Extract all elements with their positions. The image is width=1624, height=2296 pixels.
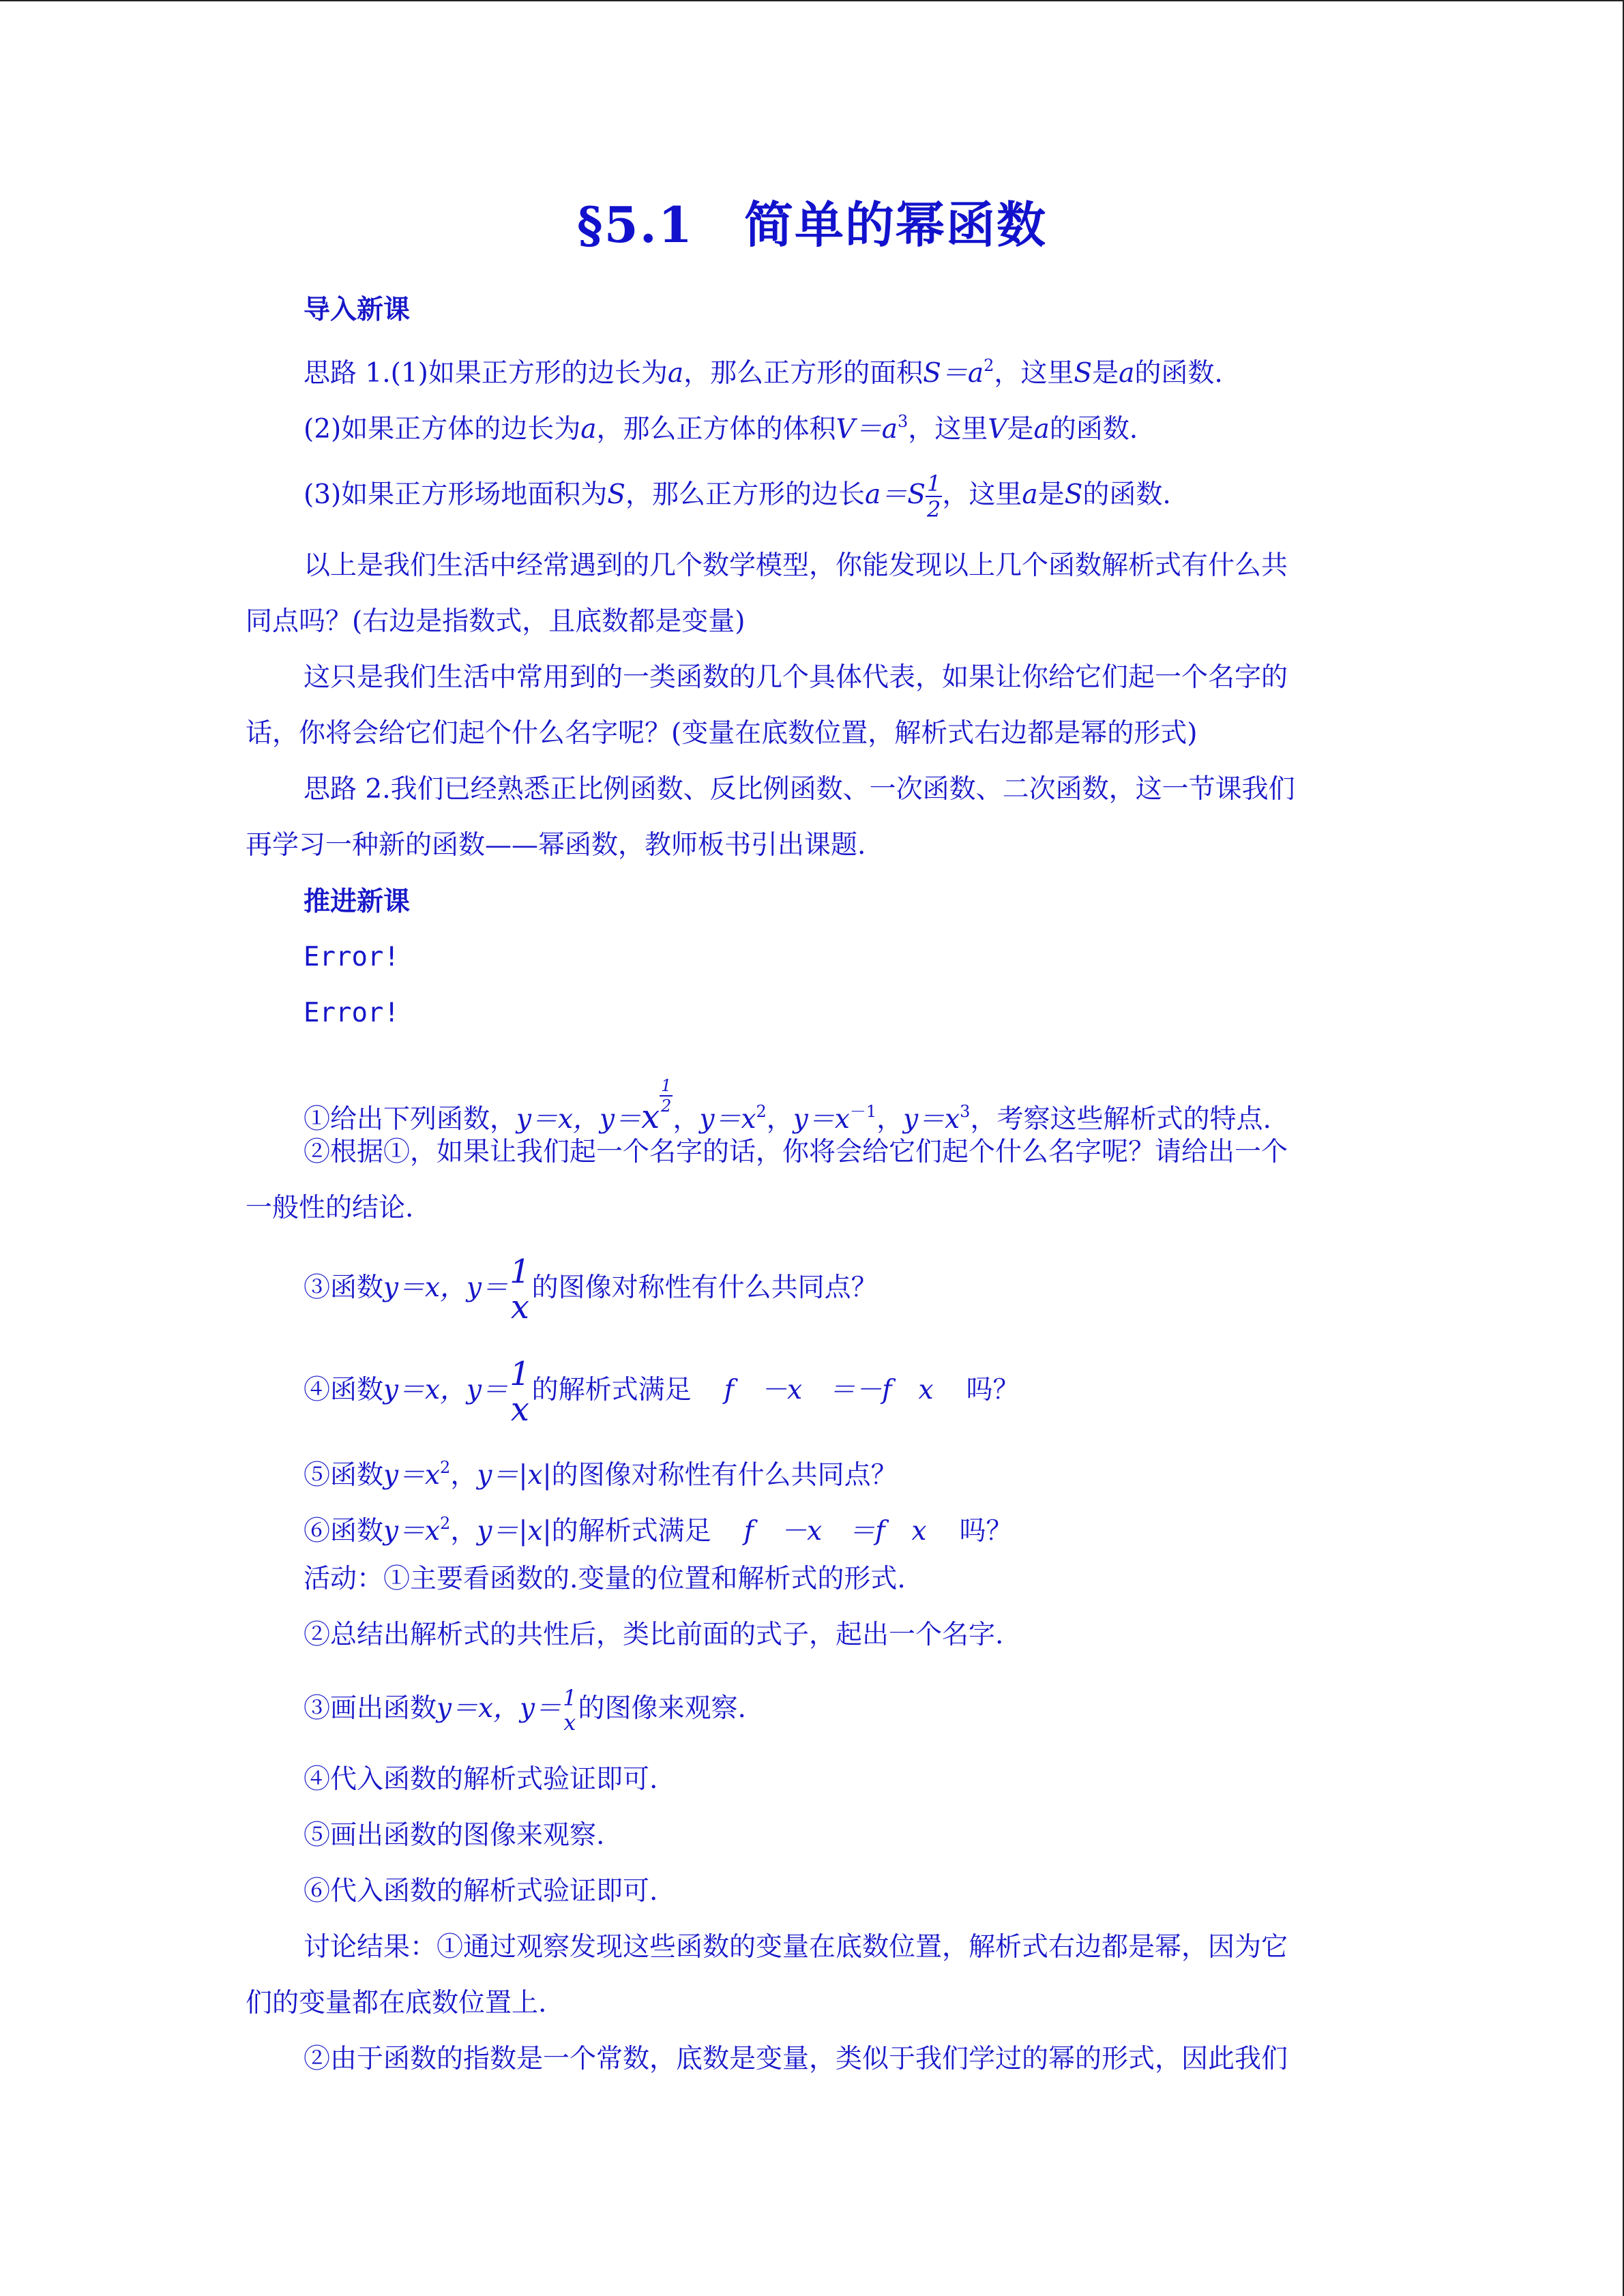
paragraph-3-line2: 再学习一种新的函数——幂函数，教师板书引出课题. — [246, 830, 866, 861]
error-text-2: Error! — [304, 998, 400, 1028]
discussion-1-line1: 讨论结果：①通过观察发现这些函数的变量在底数位置，解析式右边都是幂，因为它 — [304, 1932, 1288, 1963]
question-3: ③函数y＝x，y＝ 1 x 的图像对称性有什么共同点？ — [304, 1253, 878, 1326]
question-2-line1: ②根据①，如果让我们起一个名字的话，你将会给它们起个什么名字呢？请给出一个 — [304, 1137, 1288, 1167]
question-4: ④函数y＝x，y＝ 1 x 的解析式满足 f －x ＝－f x 吗？ — [304, 1355, 1020, 1429]
question-6: ⑥函数$y=x^2$，y＝|x|的解析式满足 f －x ＝f x 吗？ — [304, 1514, 1013, 1547]
question-1: ①给出下列函数，y＝x，y＝x $\frac{1}{2}$ ，$y=x^2$，$y=x^{-1}$，$y=x^3$，考察这些解析式的特点. — [304, 1076, 1271, 1136]
idea1-line3: (3)如果正方形场地面积为S，那么正方形的边长a＝S $\frac{1}{2}$ ，这里a是S的函数. — [304, 471, 1171, 522]
exponent-one-half: $\frac{1}{2}$ — [661, 1076, 672, 1116]
activity-5: ⑤画出函数的图像来观察. — [304, 1820, 605, 1851]
fraction-one-over-x: 1 x — [510, 1253, 531, 1326]
discussion-1-line2: 们的变量都在底数位置上. — [246, 1988, 547, 2018]
activity-4: ④代入函数的解析式验证即可. — [304, 1764, 658, 1795]
exponent-one-half: $\frac{1}{2}$ — [926, 471, 941, 522]
fraction-one-over-x: 1 x — [563, 1685, 577, 1735]
section-heading-intro: 导入新课 — [304, 294, 411, 325]
fraction-one-over-x: 1 x — [510, 1355, 531, 1429]
activity-2: ②总结出解析式的共性后，类比前面的式子，起出一个名字. — [304, 1620, 1004, 1650]
question-5: ⑤函数$y=x^2$，y＝|x|的图像对称性有什么共同点？ — [304, 1458, 898, 1491]
activity-6: ⑥代入函数的解析式验证即可. — [304, 1876, 658, 1907]
error-text-1: Error! — [304, 942, 400, 972]
paragraph-3-line1: 思路 2.我们已经熟悉正比例函数、反比例函数、一次函数、二次函数，这一节课我们 — [304, 774, 1295, 805]
paragraph-2-line2: 话，你将会给它们起个什么名字呢？(变量在底数位置，解析式右边都是幂的形式) — [246, 718, 1198, 749]
paragraph-2-line1: 这只是我们生活中常用到的一类函数的几个具体代表，如果让你给它们起一个名字的 — [304, 662, 1288, 693]
section-heading-advance: 推进新课 — [304, 886, 411, 917]
paragraph-1-line2: 同点吗？(右边是指数式，且底数都是变量) — [246, 606, 745, 637]
idea1-line1: 思路 1.(1)如果正方形的边长为a，那么正方形的面积$S=a^2$，这里S是a的函数. — [304, 356, 1223, 389]
page-title: §5.1 简单的幂函数 — [577, 196, 1047, 254]
paragraph-1-line1: 以上是我们生活中经常遇到的几个数学模型，你能发现以上几个函数解析式有什么共 — [304, 550, 1288, 581]
activity-1: 活动：①主要看函数的.变量的位置和解析式的形式. — [304, 1564, 906, 1594]
activity-3: ③画出函数y＝x，y＝ 1 x 的图像来观察. — [304, 1685, 746, 1735]
question-2-line2: 一般性的结论. — [246, 1193, 414, 1223]
idea1-line2: (2)如果正方体的边长为a，那么正方体的体积$V=a^3$，这里V是a的函数. — [304, 412, 1138, 445]
discussion-2-line1: ②由于函数的指数是一个常数，底数是变量，类似于我们学过的幂的形式，因此我们 — [304, 2044, 1288, 2074]
